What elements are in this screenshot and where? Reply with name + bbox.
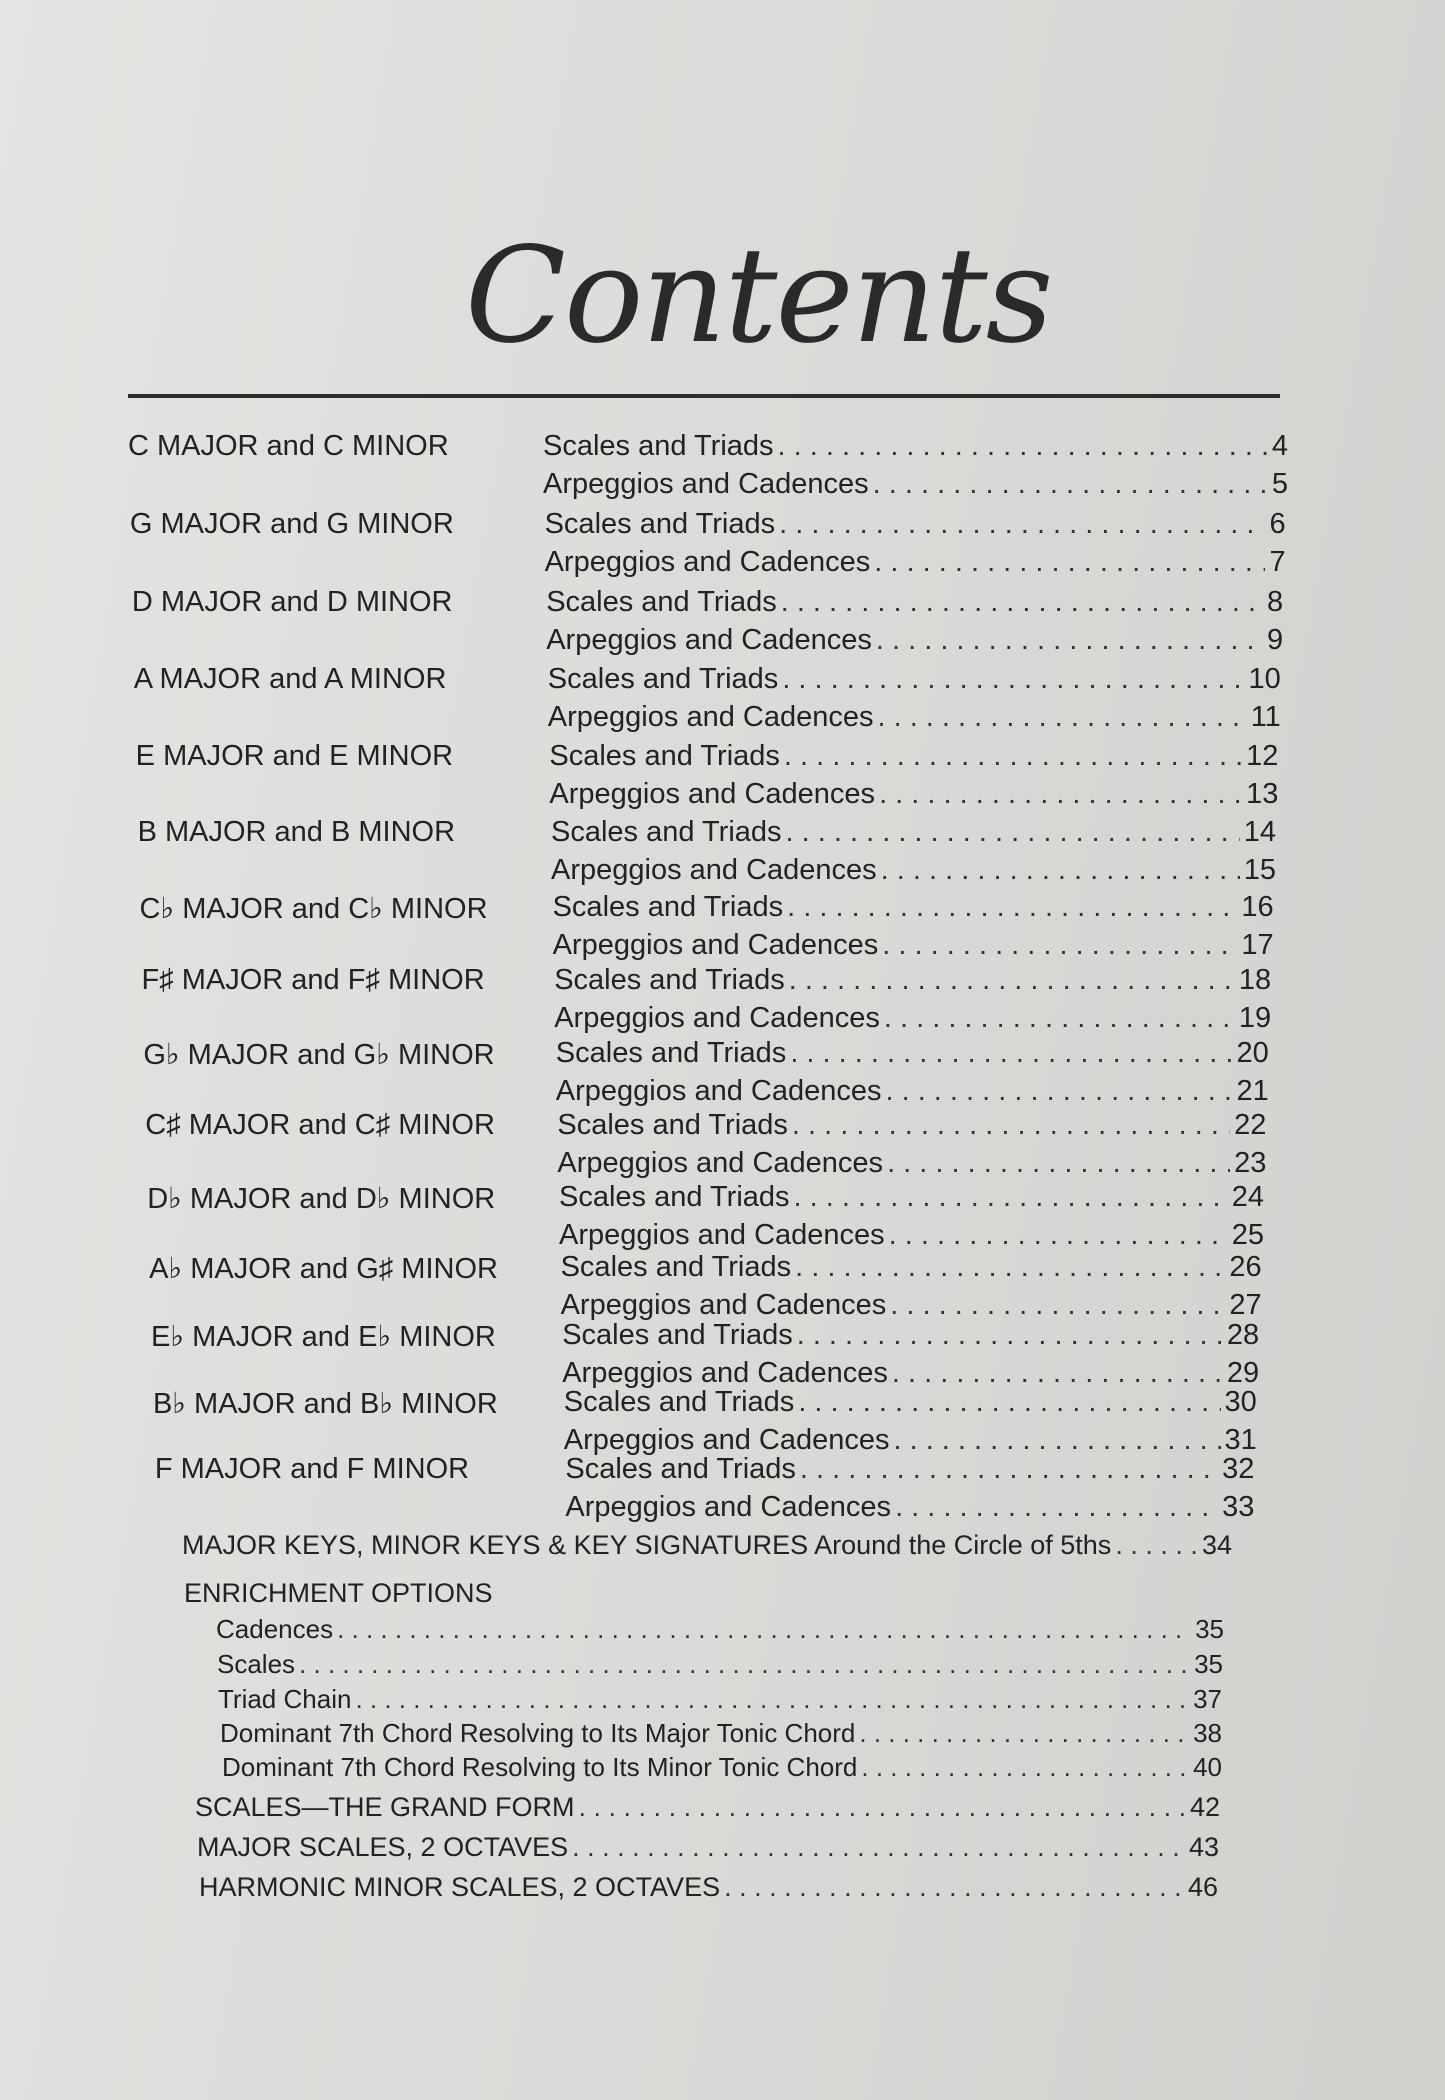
page-number: 14 — [1243, 816, 1276, 848]
page-number: 33 — [1222, 1491, 1255, 1523]
dot-leader — [874, 546, 1265, 579]
key-group — [128, 816, 1288, 891]
dot-leader — [881, 854, 1240, 887]
entry-title: Dominant 7th Chord Resolving to Its Minor Tonic Chord — [222, 1752, 858, 1782]
page-number: 4 — [1271, 430, 1288, 462]
toc-entry — [545, 546, 1286, 579]
entry-title: Arpeggios and Cadences — [555, 1075, 882, 1107]
page-number: 23 — [1234, 1147, 1267, 1179]
dot-leader — [355, 1684, 1189, 1715]
dot-leader — [787, 891, 1237, 924]
toc-entry — [553, 891, 1274, 924]
key-group — [128, 663, 1288, 740]
dot-leader — [794, 1181, 1228, 1214]
key-group — [128, 1181, 1288, 1251]
toc-entry — [559, 1219, 1264, 1252]
page-number: 12 — [1246, 740, 1279, 772]
key-group — [128, 1386, 1288, 1456]
enrichment-entry — [222, 1752, 1222, 1783]
toc-entry — [556, 1075, 1269, 1108]
dot-leader — [1115, 1530, 1198, 1561]
key-group — [128, 1453, 1288, 1523]
page-number: 25 — [1231, 1219, 1264, 1251]
page-number: 17 — [1241, 929, 1274, 961]
entry-title: HARMONIC MINOR SCALES, 2 OCTAVES — [199, 1872, 721, 1902]
entry-title: Scales and Triads — [562, 1319, 793, 1351]
page-number: 27 — [1229, 1289, 1262, 1321]
page-title: Contents — [465, 219, 1052, 373]
entry-title: Scales and Triads — [549, 740, 780, 772]
toc-entry — [561, 1289, 1262, 1322]
entry-title: Scales and Triads — [557, 1109, 788, 1141]
enrichment-entry — [220, 1718, 1222, 1749]
dot-leader — [792, 1109, 1230, 1142]
entry-title: MAJOR SCALES, 2 OCTAVES — [197, 1832, 569, 1862]
page-number: 7 — [1269, 546, 1286, 578]
toc-entry — [551, 816, 1276, 849]
toc-entry — [559, 1181, 1264, 1214]
dot-leader — [876, 624, 1263, 657]
dot-leader — [337, 1614, 1191, 1645]
dot-leader — [795, 1251, 1225, 1284]
page-number: 28 — [1226, 1319, 1260, 1351]
toc-entry — [182, 1530, 1232, 1561]
page-number: 22 — [1234, 1109, 1267, 1141]
key-group — [128, 964, 1288, 1037]
page-number: 15 — [1243, 854, 1276, 886]
toc-entry — [554, 964, 1271, 997]
key-label: E♭ MAJOR and E♭ MINOR — [151, 1321, 496, 1353]
key-label: G♭ MAJOR and G♭ MINOR — [143, 1039, 495, 1071]
entry-title: Arpeggios and Cadences — [549, 778, 876, 810]
entry-title: Scales and Triads — [552, 891, 784, 923]
toc-entry — [549, 740, 1278, 773]
entry-title: Scales and Triads — [554, 964, 785, 996]
toc-entry — [546, 624, 1283, 657]
toc-entry — [543, 468, 1288, 501]
toc-entry — [557, 1147, 1266, 1180]
entry-title: Scales and Triads — [551, 816, 782, 848]
toc-entry — [548, 663, 1281, 696]
entry-title: Scales and Triads — [560, 1251, 792, 1283]
page-number: 13 — [1246, 778, 1279, 810]
toc-entry — [561, 1251, 1262, 1284]
page-number: 32 — [1222, 1453, 1255, 1485]
page-number: 5 — [1271, 468, 1288, 500]
toc-entry — [197, 1832, 1219, 1863]
entry-title: Scales and Triads — [559, 1181, 790, 1213]
toc-entry — [546, 586, 1283, 619]
toc-entry — [554, 1002, 1271, 1035]
page-number: 10 — [1248, 663, 1281, 695]
toc-entry — [562, 1319, 1259, 1352]
table-of-contents — [128, 430, 1288, 1523]
enrichment-entry — [216, 1614, 1224, 1645]
entry-title: Arpeggios and Cadences — [554, 1002, 880, 1034]
dot-leader — [895, 1491, 1218, 1524]
entry-title: MAJOR KEYS, MINOR KEYS & KEY SIGNATURES Around the Circle of 5ths — [182, 1530, 1112, 1560]
dot-leader — [859, 1718, 1189, 1749]
key-label: F♯ MAJOR and F♯ MINOR — [141, 964, 485, 996]
page-number: 40 — [1193, 1752, 1222, 1782]
bleed-through-text — [680, 110, 702, 192]
page-number: 8 — [1267, 586, 1284, 618]
entry-title: SCALES—THE GRAND FORM — [195, 1792, 575, 1822]
dot-leader — [724, 1872, 1184, 1903]
dot-leader — [882, 929, 1237, 962]
page-number: 42 — [1189, 1792, 1220, 1822]
entry-title: Arpeggios and Cadences — [565, 1491, 892, 1523]
entry-title: Scales — [217, 1649, 296, 1679]
dot-leader — [572, 1832, 1185, 1863]
key-label: D MAJOR and D MINOR — [131, 586, 453, 618]
page-number: 24 — [1231, 1181, 1264, 1213]
key-group — [128, 1319, 1288, 1389]
page-number: 20 — [1236, 1037, 1269, 1069]
page-number: 37 — [1193, 1684, 1222, 1714]
key-label: F MAJOR and F MINOR — [154, 1453, 470, 1485]
key-label: C♭ MAJOR and C♭ MINOR — [139, 893, 488, 925]
section-heading: ENRICHMENT OPTIONS — [184, 1578, 493, 1608]
entry-title: Scales and Triads — [544, 508, 776, 540]
page-number: 19 — [1238, 1002, 1272, 1034]
enrichment-entry — [217, 1649, 1223, 1680]
toc-entry — [565, 1453, 1254, 1486]
entry-title: Arpeggios and Cadences — [557, 1147, 884, 1179]
page-number: 11 — [1250, 701, 1281, 733]
entry-title: Scales and Triads — [565, 1453, 796, 1485]
entry-title: Arpeggios and Cadences — [560, 1289, 887, 1321]
dot-leader — [797, 1319, 1223, 1352]
entry-title: Scales and Triads — [563, 1386, 795, 1418]
page-number: 18 — [1238, 964, 1272, 996]
page-number: 30 — [1224, 1386, 1257, 1418]
key-group — [128, 891, 1288, 964]
key-label: C MAJOR and C MINOR — [128, 430, 449, 462]
toc-entry — [565, 1491, 1254, 1524]
dot-leader — [877, 701, 1246, 734]
enrichment-entry — [218, 1684, 1222, 1715]
page-number: 21 — [1236, 1075, 1269, 1107]
toc-entry — [564, 1386, 1257, 1419]
page-number: 31 — [1224, 1424, 1257, 1456]
page-number: 46 — [1187, 1872, 1218, 1902]
key-label: A♭ MAJOR and G♯ MINOR — [149, 1253, 498, 1285]
key-label: B MAJOR and B MINOR — [137, 816, 456, 848]
key-group — [128, 1109, 1288, 1181]
dot-leader — [790, 1037, 1232, 1070]
toc-entry — [195, 1792, 1220, 1823]
key-label: G MAJOR and G MINOR — [129, 508, 454, 540]
entry-title: Cadences — [216, 1614, 334, 1644]
page-number: 9 — [1267, 624, 1284, 656]
entry-title: Triad Chain — [218, 1684, 352, 1714]
toc-entry — [549, 778, 1278, 811]
entry-title: Scales and Triads — [555, 1037, 787, 1069]
dot-leader — [889, 1219, 1228, 1252]
dot-leader — [890, 1289, 1225, 1322]
entry-title: Scales and Triads — [547, 663, 779, 695]
dot-leader — [786, 816, 1240, 849]
key-group — [128, 1251, 1288, 1319]
key-label: A MAJOR and A MINOR — [133, 663, 447, 695]
entry-title: Scales and Triads — [546, 586, 777, 618]
entry-title: Scales and Triads — [543, 430, 774, 462]
dot-leader — [798, 1386, 1220, 1419]
key-label: B♭ MAJOR and B♭ MINOR — [152, 1388, 498, 1420]
entry-title: Arpeggios and Cadences — [547, 701, 874, 733]
entry-title: Arpeggios and Cadences — [546, 624, 872, 656]
dot-leader — [784, 740, 1242, 773]
toc-entry — [545, 508, 1286, 541]
dot-leader — [782, 663, 1244, 696]
page-number: 26 — [1229, 1251, 1262, 1283]
dot-leader — [579, 1792, 1186, 1823]
key-group — [128, 508, 1288, 586]
page-number: 29 — [1226, 1357, 1260, 1389]
page-number: 16 — [1241, 891, 1274, 923]
page-number: 6 — [1269, 508, 1286, 540]
toc-entry — [543, 430, 1288, 463]
dot-leader — [779, 508, 1265, 541]
dot-leader — [879, 778, 1242, 811]
key-group — [128, 740, 1288, 816]
entry-title: Arpeggios and Cadences — [552, 929, 879, 961]
toc-entry — [548, 701, 1281, 734]
toc-entry — [199, 1872, 1218, 1903]
dot-leader — [778, 430, 1268, 463]
key-label: C♯ MAJOR and C♯ MINOR — [145, 1109, 495, 1141]
page-number: 43 — [1188, 1832, 1219, 1862]
dot-leader — [885, 1075, 1232, 1108]
toc-entry — [553, 929, 1274, 962]
entry-title: Arpeggios and Cadences — [559, 1219, 885, 1251]
toc-entry — [551, 854, 1276, 887]
key-group — [128, 1037, 1288, 1109]
page-number: 34 — [1201, 1530, 1232, 1560]
toc-entry — [556, 1037, 1269, 1070]
dot-leader — [884, 1002, 1235, 1035]
key-label: E MAJOR and E MINOR — [135, 740, 454, 772]
key-label: D♭ MAJOR and D♭ MINOR — [147, 1183, 496, 1215]
page-number: 38 — [1193, 1718, 1222, 1748]
title-rule — [128, 394, 1280, 398]
entry-title: Arpeggios and Cadences — [543, 468, 869, 500]
entry-title: Arpeggios and Cadences — [562, 1357, 888, 1389]
dot-leader — [861, 1752, 1189, 1783]
entry-title: Arpeggios and Cadences — [563, 1424, 890, 1456]
entry-title: Arpeggios and Cadences — [544, 546, 871, 578]
entry-title: Dominant 7th Chord Resolving to Its Major Tonic Chord — [220, 1718, 856, 1748]
dot-leader — [800, 1453, 1218, 1486]
dot-leader — [789, 964, 1235, 997]
dot-leader — [299, 1649, 1190, 1680]
key-group — [128, 586, 1288, 663]
dot-leader — [887, 1147, 1230, 1180]
key-group — [128, 430, 1288, 508]
entry-title: Arpeggios and Cadences — [551, 854, 877, 886]
toc-entry — [557, 1109, 1266, 1142]
dot-leader — [873, 468, 1268, 501]
page-number: 35 — [1195, 1614, 1224, 1644]
page-number: 35 — [1194, 1649, 1223, 1679]
dot-leader — [781, 586, 1263, 619]
